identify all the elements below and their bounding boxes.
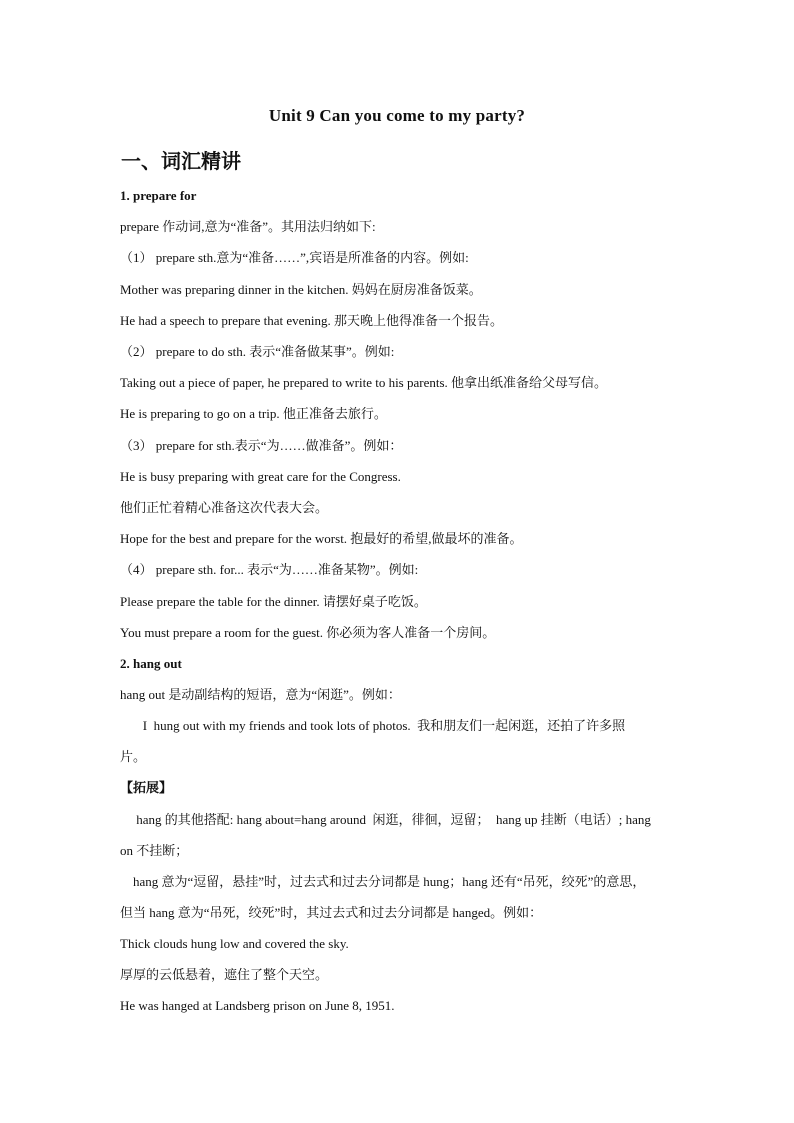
example-line: I hung out with my friends and took lots of photos. 我和朋友们一起闲逛，还拍了许多照 — [120, 718, 626, 733]
example-line: Taking out a piece of paper, he prepared to write to his parents. 他拿出纸准备给父母写信。 — [120, 375, 608, 390]
text-line: （4） prepare sth. for... 表示“为……准备某物”。例如: — [120, 562, 419, 577]
example-line: He is preparing to go on a trip. 他正准备去旅行。 — [120, 406, 387, 421]
item-heading-prepare-for: 1. prepare for — [120, 188, 197, 203]
text-line: prepare 作动词,意为“准备”。其用法归纳如下: — [120, 219, 376, 234]
example-line: Thick clouds hung low and covered the sky. — [120, 936, 349, 951]
example-line: Hope for the best and prepare for the worst. 抱最好的希望,做最坏的准备。 — [120, 531, 523, 546]
translation-line: 他们正忙着精心准备这次代表大会。 — [120, 500, 329, 515]
item-heading-hang-out: 2. hang out — [120, 656, 182, 671]
example-line: Please prepare the table for the dinner. 请摆好桌子吃饭。 — [120, 594, 427, 609]
example-line: Mother was preparing dinner in the kitchen. 妈妈在厨房准备饭菜。 — [120, 282, 482, 297]
example-line: You must prepare a room for the guest. 你必须为客人准备一个房间。 — [120, 625, 496, 640]
translation-line: 厚厚的云低悬着，遮住了整个天空。 — [120, 967, 329, 982]
text-line: hang 的其他搭配: hang about=hang around 闲逛，徘徊，逗留； hang up 挂断（电话）; hang — [120, 812, 651, 827]
section-heading: 一、词汇精讲 — [121, 151, 241, 173]
extension-heading: 【拓展】 — [120, 780, 173, 795]
example-line: He had a speech to prepare that evening. 那天晚上他得准备一个报告。 — [120, 313, 504, 328]
example-line: He was hanged at Landsberg prison on June 8, 1951. — [120, 998, 395, 1013]
text-line: （3） prepare for sth.表示“为……做准备”。例如： — [120, 438, 403, 453]
text-line: （1） prepare sth.意为“准备……”,宾语是所准备的内容。例如: — [120, 250, 469, 265]
text-line: hang 意为“逗留，悬挂”时，过去式和过去分词都是 hung；hang 还有“吊死，绞死”的意思， — [120, 874, 646, 889]
text-line: 片。 — [120, 749, 147, 764]
document-title: Unit 9 Can you come to my party? — [268, 106, 526, 125]
text-line: hang out 是动副结构的短语，意为“闲逛”。例如： — [120, 687, 401, 702]
text-line: on 不挂断； — [120, 843, 189, 858]
example-line: He is busy preparing with great care for the Congress. — [120, 469, 401, 484]
text-line: （2） prepare to do sth. 表示“准备做某事”。例如: — [120, 344, 395, 359]
text-line: 但当 hang 意为“吊死，绞死”时，其过去式和过去分词都是 hanged。例如： — [120, 905, 543, 920]
